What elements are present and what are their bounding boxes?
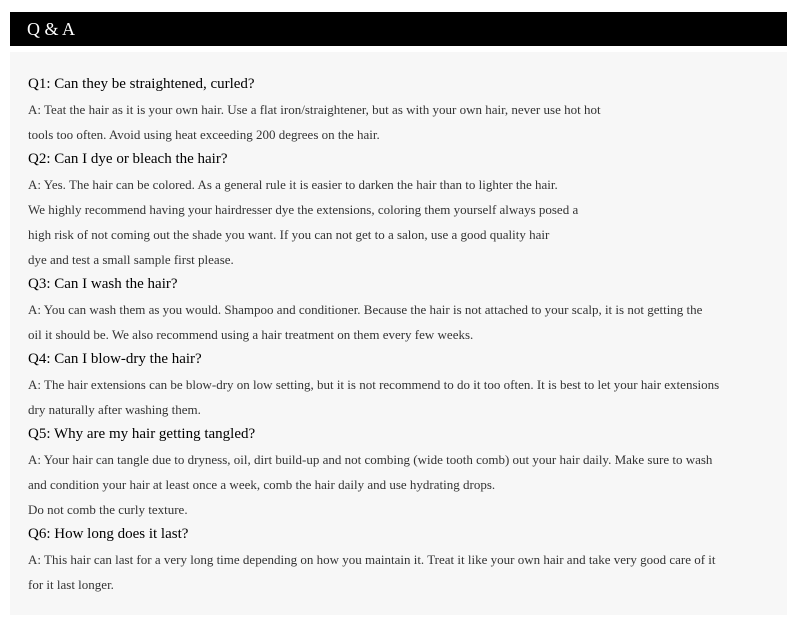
answer-5-line-3: Do not comb the curly texture.: [28, 502, 188, 517]
answer-4-line-2: dry naturally after washing them.: [28, 402, 201, 417]
answer-5-line-1: A: Your hair can tangle due to dryness, oil, dirt build-up and not combing (wide tooth comb) out your hair daily. Make sure to wash: [28, 452, 713, 467]
answer-1-line-1: A: Teat the hair as it is your own hair. Use a flat iron/straightener, but as with your own hair, never use hot hot: [28, 102, 601, 117]
answer-1-line-2: tools too often. Avoid using heat exceeding 200 degrees on the hair.: [28, 127, 380, 142]
qa-list: [28, 72, 780, 597]
answer-5-line-2: and condition your hair at least once a week, comb the hair daily and use hydrating drops.: [28, 477, 496, 492]
qa-item-5: [28, 422, 780, 522]
answer-3-line-1: A: You can wash them as you would. Shampoo and conditioner. Because the hair is not attached to your scalp, it is not getting the: [28, 302, 703, 317]
answer-6-line-1: A: This hair can last for a very long time depending on how you maintain it. Treat it like your own hair and take very good care of it: [28, 552, 716, 567]
header-bar: [10, 12, 787, 46]
question-5: Q5: Why are my hair getting tangled?: [28, 426, 256, 442]
answer-2-line-4: dye and test a small sample first please.: [28, 252, 234, 267]
answer-2-line-3: high risk of not coming out the shade you want. If you can not get to a salon, use a good quality hair: [28, 227, 550, 242]
qa-item-6: [28, 522, 780, 597]
question-2: Q2: Can I dye or bleach the hair?: [28, 151, 228, 167]
page-title: Q & A: [27, 19, 76, 39]
answer-4-line-1: A: The hair extensions can be blow-dry on low setting, but it is not recommend to do it too often. It is best to let your hair extensions: [28, 377, 720, 392]
answer-2-line-1: A: Yes. The hair can be colored. As a general rule it is easier to darken the hair than to lighter the hair.: [28, 177, 558, 192]
question-3: Q3: Can I wash the hair?: [28, 276, 178, 292]
answer-3-line-2: oil it should be. We also recommend using a hair treatment on them every few weeks.: [28, 327, 474, 342]
answer-2-line-2: We highly recommend having your hairdresser dye the extensions, coloring them yourself always posed a: [28, 202, 579, 217]
qa-item-2: [28, 147, 780, 272]
qa-item-3: [28, 272, 780, 347]
qa-item-1: [28, 72, 780, 147]
qa-item-4: [28, 347, 780, 422]
question-6: Q6: How long does it last?: [28, 526, 189, 542]
question-4: Q4: Can I blow-dry the hair?: [28, 351, 202, 367]
answer-6-line-2: for it last longer.: [28, 577, 114, 592]
question-1: Q1: Can they be straightened, curled?: [28, 76, 255, 92]
qa-content-panel: [10, 52, 787, 615]
